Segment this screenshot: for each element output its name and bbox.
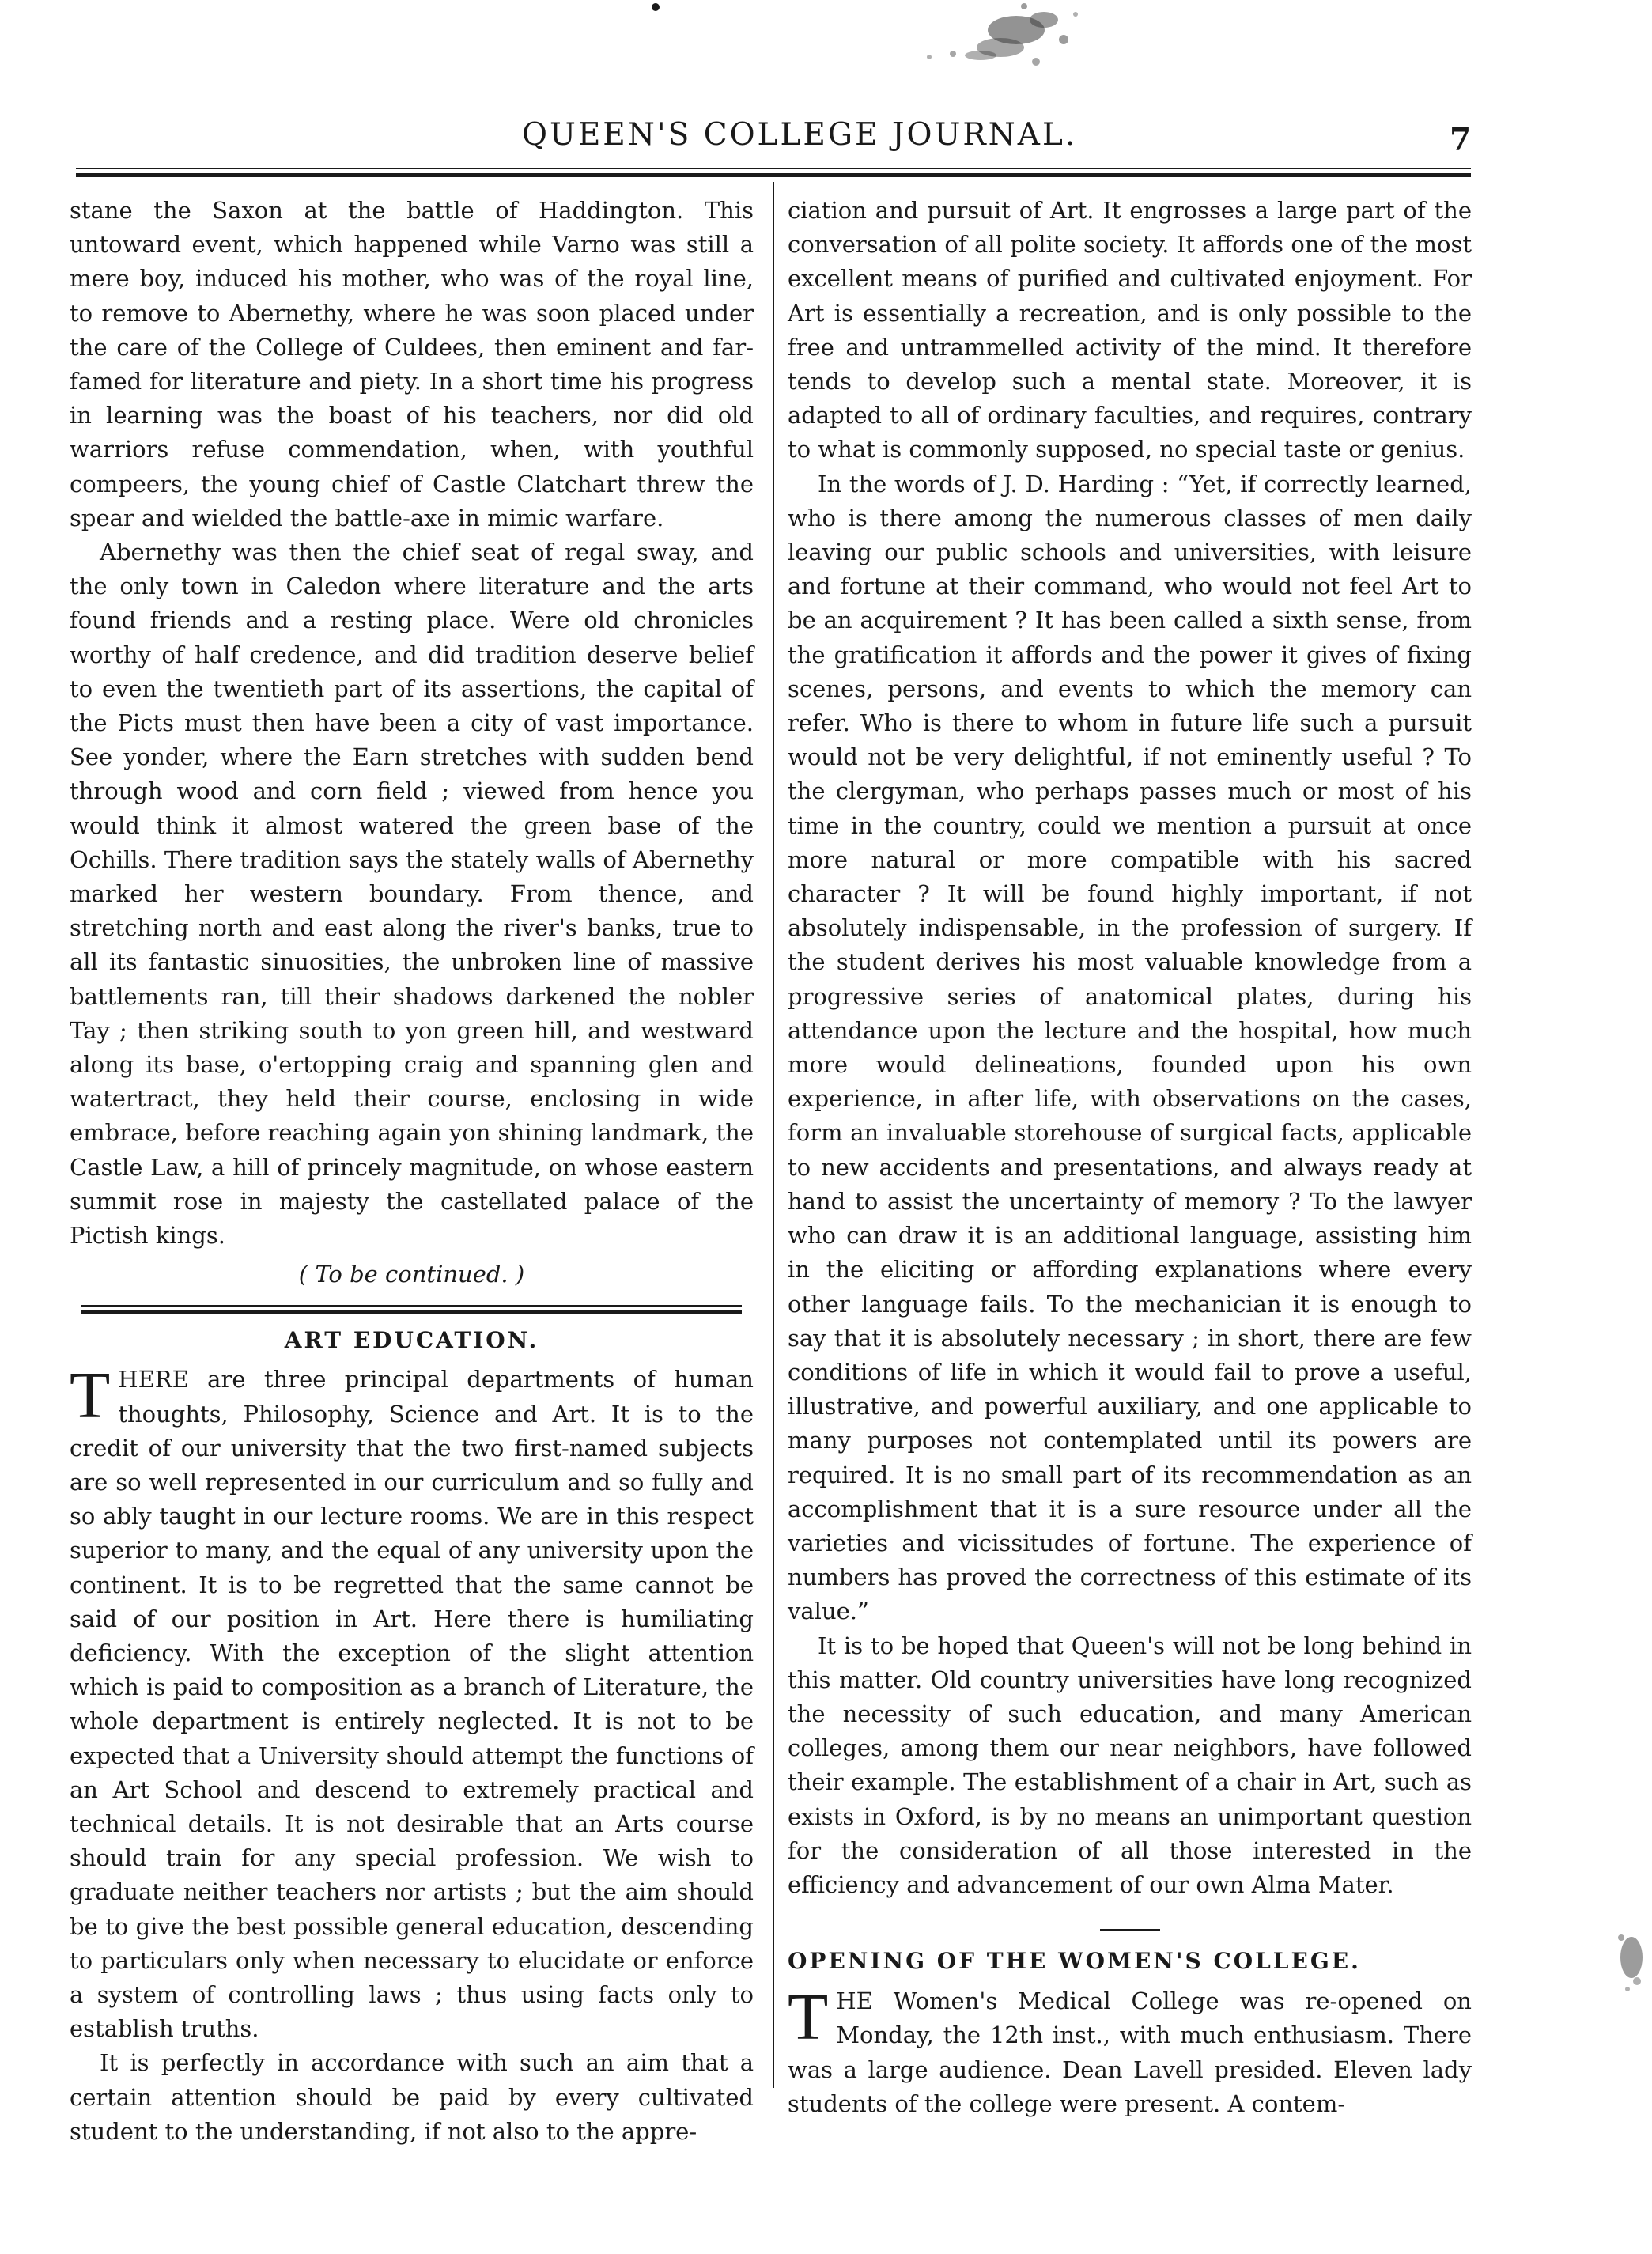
section-short-rule [1100,1929,1160,1931]
right-column [788,194,1472,2121]
art-education-paragraph-2: It is perfectly in accordance with such an aim that a certain attention should be paid by every cultivated student to the understanding, if not also to the appre- [70,2049,754,2145]
art-education-continued-paragraph: ciation and pursuit of Art. It engrosses a large part of the conversation of all polite society. It affords one of the most excellent means of purified and cultivated enjoyment. For Art is essentially a recreation, and is only possible to the free and untrammelled activity of the mind. It therefore tends to develop such a mental state. Moreover, it is adapted to all of ordinary faculties, and requires, contrary to what is commonly supposed, no special taste or genius. [788,197,1472,463]
womens-college-paragraph [788,1980,1472,2121]
queens-hope-paragraph: It is to be hoped that Queen's will not be long behind in this matter. Old country universities have long recognized the necessity of such education, and many American colleges, among them our near neighbors, have followed their example. The establishment of a chair in Art, such as exists in Oxford, is by no means an unimportant question for the consideration of all those interested in the efficiency and advancement of our own Alma Mater. [788,1632,1472,1898]
header-rule-thin [76,168,1471,169]
section-divider-rule [81,1305,742,1314]
ink-smudge-top [905,0,1103,83]
harding-quote-paragraph: In the words of J. D. Harding : “Yet, if correctly learned, who is there among the numerous classes of men daily leaving our public schools and universities, with leisure and fortune at their command, who would not feel Art to be an acquirement ? It has been called a sixth sense, from the gratification it affords and the power it gives of fixing scenes, persons, and events to which the memory can refer. Who is there to whom in future life such a pursuit would not be very delightful, if not eminently useful ? To the clergyman, who perhaps passes much or most of his time in the country, could we mention a pursuit at once more natural or more compatible with his sacred character ? It will be found highly important, if not absolutely indispensable, in the profession of surgery. If the student derives his most valuable knowledge from a progressive series of anatomical plates, during his attendance upon the lecture and the hospital, how much more would delineations, founded upon his own experience, in after life, with observations on the cases, form an invaluable storehouse of surgical facts, applicable to new accidents and presentations, and always ready at hand to assist the uncertainty of memory ? To the lawyer who can draw it is an additional language, assisting him in the eliciting or affording explanations where every other language fails. To the mechanician it is enough to say that it is absolutely necessary ; in short, there are few conditions of life in which it would fail to prove a useful, illustrative, and powerful auxiliary, and one applicable to many purposes not contemplated until its powers are required. It is no small part of its recommendation as an accomplishment that it is a sure resource under all the varieties and vicissitudes of fortune. The experience of numbers has proved the correctness of this estimate of its value.” [788,470,1472,1625]
journal-title: QUEEN'S COLLEGE JOURNAL. [522,117,1078,153]
abernethy-paragraph: Abernethy was then the chief seat of regal sway, and the only town in Caledon where literature and the arts found friends and a resting place. Were old chronicles worthy of half credence, and did tradition deserve belief to even the twentieth part of its assertions, the capital of the Picts must then have been a city of vast importance. See yonder, where the Earn stretches with sudden bend through wood and corn field ; viewed from hence you would think it almost watered the green base of the Ochills. There tradition says the stately walls of Abernethy marked her western boundary. From thence, and stretching north and east along the river's banks, true to all its fantastic sinuosities, the unbroken line of massive battlements ran, till their shadows darkened the nobler Tay ; then striking south to yon green hill, and westward along its base, o'ertopping craig and spanning glen and watertract, they held their course, enclosing in wide embrace, before reaching again yon shining landmark, the Castle Law, a hill of princely magnitude, on whose eastern summit rose in majesty the castellated palace of the Pictish kings. [70,539,754,1250]
continued-paragraph: stane the Saxon at the battle of Haddington. This untoward event, which happened while Varno was still a mere boy, induced his mother, who was of the royal line, to remove to Abernethy, where he was soon placed under the care of the College of Culdees, then eminent and far-famed for literature and piety. In a short time his progress in learning was the boast of his teachers, nor did old warriors refuse commendation, when, with youthful compeers, the young chief of Castle Clatchart threw the spear and wielded the battle-axe in mimic warfare. [70,197,754,531]
ink-dot [652,3,660,11]
art-education-paragraph-1 [70,1359,754,2046]
to-be-continued: ( To be continued. ) [298,1261,525,1288]
art-education-paragraph-1-text: HERE are three principal departments of human thoughts, Philosophy, Science and Art. It is to the credit of our university that the two first-named subjects are so well represented in our curriculum and so fully and so ably taught in our lecture rooms. We are in this respect superior to many, and the equal of any university upon the continent. It is to be regretted that the same cannot be said of our position in Art. Here there is humiliating deficiency. With the exception of the slight attention which is paid to composition as a branch of Literature, the whole department is entirely neglected. It is not to be expected that a University should attempt the functions of an Art School and descend to extremely practical and technical details. It is not desirable that an Arts course should train for any special profession. We wish to graduate neither teachers nor artists ; but the aim should be to give the best possible general education, descending to particulars only when necessary to elucidate or enforce a system of controlling laws ; thus using facts only to establish truths. [70,1366,754,2043]
column-divider [773,182,774,2088]
drop-cap: T [70,1359,111,1433]
ink-smudge-margin [1612,1922,1647,1997]
left-column [70,194,754,2149]
header-rule-thick [76,173,1471,177]
womens-college-heading: OPENING OF THE WOMEN'S COLLEGE. [788,1948,1361,1975]
page-number: 7 [1450,122,1472,158]
drop-cap: T [788,1980,829,2055]
womens-college-paragraph-text: HE Women's Medical College was re-opened on Monday, the 12th inst., with much enthusiasm. There was a large audience. Dean Lavell presided. Eleven lady students of the college were present. A contem- [788,1987,1472,2117]
art-education-heading: ART EDUCATION. [284,1327,539,1354]
running-head [0,117,1652,165]
